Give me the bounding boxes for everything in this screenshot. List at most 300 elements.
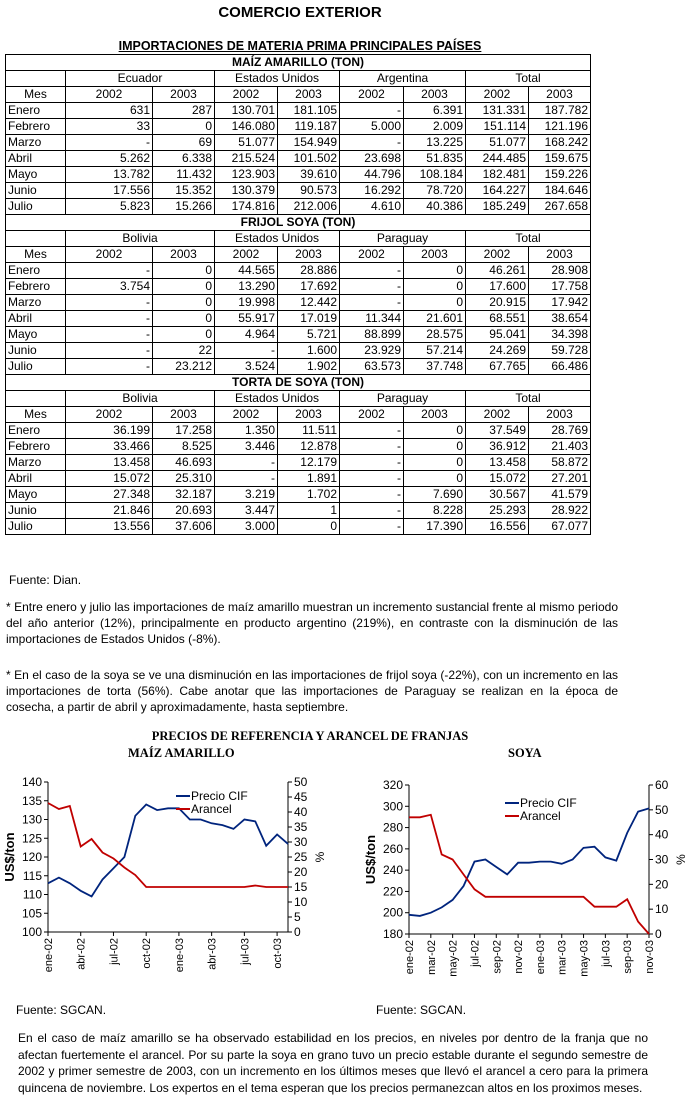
- value-cell: 32.187: [153, 487, 215, 503]
- y-tick-label: 125: [21, 831, 42, 846]
- value-cell: 20.693: [153, 503, 215, 519]
- value-cell: 27.348: [66, 487, 153, 503]
- value-cell: 15.072: [66, 471, 153, 487]
- y-axis-label: US$/ton: [363, 834, 378, 885]
- value-cell: 0: [404, 263, 466, 279]
- value-cell: 131.331: [466, 103, 529, 119]
- month-cell: Julio: [6, 199, 66, 215]
- value-cell: 90.573: [278, 183, 340, 199]
- x-tick-label: sep-02: [491, 940, 504, 974]
- month-cell: Abril: [6, 471, 66, 487]
- value-cell: 17.019: [278, 311, 340, 327]
- value-cell: 1: [278, 503, 340, 519]
- country-header: Bolivia: [66, 231, 215, 247]
- value-cell: 59.728: [529, 343, 591, 359]
- y-tick-label: 135: [21, 793, 42, 808]
- y2-tick-label: 10: [655, 902, 669, 917]
- year-header: 2002: [215, 247, 278, 263]
- table-row: [6, 311, 591, 327]
- legend-label: Arancel: [191, 802, 232, 816]
- y2-tick-label: 5: [294, 910, 301, 924]
- value-cell: -: [340, 519, 404, 535]
- y-axis-label: US$/ton: [2, 832, 17, 882]
- value-cell: 5.262: [66, 151, 153, 167]
- y2-tick-label: 20: [655, 877, 669, 892]
- value-cell: 21.601: [404, 311, 466, 327]
- y-tick-label: 100: [21, 925, 42, 939]
- section-header-row: [6, 375, 591, 391]
- country-header-row: [6, 231, 591, 247]
- value-cell: -: [66, 311, 153, 327]
- legend-label: Precio CIF: [520, 796, 577, 810]
- imports-table: [5, 54, 591, 535]
- value-cell: 22: [153, 343, 215, 359]
- x-tick-label: mar-02: [425, 940, 438, 975]
- series-line-precio-cif: [409, 808, 649, 916]
- year-header: 2002: [340, 247, 404, 263]
- x-tick-label: ene-02: [404, 940, 416, 975]
- table-row: [6, 519, 591, 535]
- value-cell: 13.290: [215, 279, 278, 295]
- value-cell: 44.796: [340, 167, 404, 183]
- y2-axis-label: %: [313, 851, 327, 863]
- value-cell: 68.551: [466, 311, 529, 327]
- y-tick-label: 120: [21, 850, 42, 864]
- note-maiz: * Entre enero y julio las importaciones de maíz amarillo muestran un incremento sustancial frente al mismo periodo del año anterior (12%), principalmente en producto argentino (219%), en contraste con la disminución de las importaciones de Estados Unidos (-8%).: [6, 600, 618, 646]
- value-cell: 33.466: [66, 439, 153, 455]
- month-cell: Junio: [6, 503, 66, 519]
- section-title: FRIJOL SOYA (TON): [6, 215, 591, 231]
- value-cell: -: [215, 455, 278, 471]
- value-cell: 159.675: [529, 151, 591, 167]
- value-cell: 121.196: [529, 119, 591, 135]
- value-cell: 185.249: [466, 199, 529, 215]
- month-cell: Marzo: [6, 135, 66, 151]
- year-header: 2003: [529, 407, 591, 423]
- value-cell: 164.227: [466, 183, 529, 199]
- value-cell: 0: [153, 311, 215, 327]
- value-cell: 0: [153, 295, 215, 311]
- value-cell: 215.524: [215, 151, 278, 167]
- value-cell: -: [66, 135, 153, 151]
- value-cell: 12.878: [278, 439, 340, 455]
- year-header: 2002: [66, 407, 153, 423]
- x-tick-label: abr-03: [206, 938, 219, 970]
- value-cell: 23.698: [340, 151, 404, 167]
- country-header: Argentina: [340, 71, 466, 87]
- table-row: [6, 167, 591, 183]
- value-cell: 7.690: [404, 487, 466, 503]
- year-header-row: [6, 247, 591, 263]
- value-cell: 17.942: [529, 295, 591, 311]
- y2-tick-label: 0: [294, 925, 301, 939]
- value-cell: 0: [404, 471, 466, 487]
- value-cell: 19.998: [215, 295, 278, 311]
- value-cell: 0: [153, 119, 215, 135]
- value-cell: 119.187: [278, 119, 340, 135]
- value-cell: 51.835: [404, 151, 466, 167]
- value-cell: -: [340, 263, 404, 279]
- y-tick-label: 200: [382, 905, 403, 920]
- value-cell: 23.929: [340, 343, 404, 359]
- year-header: 2003: [278, 247, 340, 263]
- month-cell: Marzo: [6, 455, 66, 471]
- value-cell: -: [340, 487, 404, 503]
- value-cell: 15.352: [153, 183, 215, 199]
- value-cell: 67.077: [529, 519, 591, 535]
- value-cell: 88.899: [340, 327, 404, 343]
- value-cell: -: [340, 455, 404, 471]
- value-cell: 1.600: [278, 343, 340, 359]
- value-cell: 2.009: [404, 119, 466, 135]
- x-tick-label: nov-03: [644, 940, 656, 974]
- year-header: 2003: [404, 87, 466, 103]
- value-cell: 0: [153, 327, 215, 343]
- x-tick-label: jul-03: [239, 938, 252, 965]
- value-cell: -: [66, 295, 153, 311]
- value-cell: 0: [404, 439, 466, 455]
- value-cell: 212.006: [278, 199, 340, 215]
- month-cell: Marzo: [6, 295, 66, 311]
- value-cell: 37.748: [404, 359, 466, 375]
- value-cell: 123.903: [215, 167, 278, 183]
- y2-tick-label: 50: [294, 775, 308, 789]
- value-cell: 1.902: [278, 359, 340, 375]
- value-cell: 41.579: [529, 487, 591, 503]
- prices-section-title: PRECIOS DE REFERENCIA Y ARANCEL DE FRANJAS: [151, 729, 469, 743]
- value-cell: 11.432: [153, 167, 215, 183]
- value-cell: 16.556: [466, 519, 529, 535]
- value-cell: -: [66, 359, 153, 375]
- table-row: [6, 439, 591, 455]
- value-cell: 130.379: [215, 183, 278, 199]
- y-tick-label: 300: [382, 799, 403, 814]
- value-cell: 6.391: [404, 103, 466, 119]
- y2-tick-label: 15: [294, 880, 308, 894]
- x-tick-label: nov-02: [513, 940, 526, 974]
- month-cell: Junio: [6, 343, 66, 359]
- value-cell: -: [340, 295, 404, 311]
- value-cell: -: [340, 279, 404, 295]
- y2-tick-label: 30: [294, 835, 308, 849]
- imports-source: Fuente: Dian.: [9, 573, 82, 587]
- value-cell: 181.105: [278, 103, 340, 119]
- table-row: [6, 135, 591, 151]
- y-tick-label: 320: [382, 778, 403, 792]
- value-cell: 21.403: [529, 439, 591, 455]
- value-cell: 1.350: [215, 423, 278, 439]
- value-cell: 55.917: [215, 311, 278, 327]
- value-cell: -: [340, 103, 404, 119]
- x-tick-label: oct-03: [272, 938, 285, 969]
- month-cell: Mayo: [6, 327, 66, 343]
- note-soya: * En el caso de la soya se ve una disminución en las importaciones de frijol soya (-22%), con un incremento en las importaciones de torta (56%). Cabe anotar que las importaciones de Paraguay se realizan en la época de cosecha, a partir de abril y aproximadamente, hasta septiembre.: [6, 668, 618, 714]
- value-cell: 151.114: [466, 119, 529, 135]
- month-cell: Junio: [6, 183, 66, 199]
- legend-label: Arancel: [520, 809, 561, 823]
- value-cell: 130.701: [215, 103, 278, 119]
- year-header: 2003: [153, 87, 215, 103]
- y-tick-label: 140: [21, 775, 42, 789]
- country-header: Estados Unidos: [215, 391, 340, 407]
- month-cell: Abril: [6, 151, 66, 167]
- year-header: 2002: [66, 247, 153, 263]
- month-cell: Julio: [6, 359, 66, 375]
- value-cell: 13.782: [66, 167, 153, 183]
- y2-tick-label: 40: [294, 805, 308, 819]
- value-cell: 51.077: [215, 135, 278, 151]
- y2-tick-label: 60: [655, 778, 669, 792]
- value-cell: 20.915: [466, 295, 529, 311]
- value-cell: 0: [404, 279, 466, 295]
- country-header: Total: [466, 391, 591, 407]
- value-cell: 37.549: [466, 423, 529, 439]
- value-cell: 17.600: [466, 279, 529, 295]
- value-cell: 0: [404, 455, 466, 471]
- value-cell: 4.610: [340, 199, 404, 215]
- soya-chart-source: Fuente: SGCAN.: [376, 1003, 467, 1017]
- value-cell: 8.525: [153, 439, 215, 455]
- x-tick-label: may-02: [447, 940, 460, 977]
- value-cell: 3.754: [66, 279, 153, 295]
- value-cell: 0: [404, 295, 466, 311]
- value-cell: 3.447: [215, 503, 278, 519]
- maiz-price-chart: [0, 770, 345, 1000]
- value-cell: 631: [66, 103, 153, 119]
- value-cell: 17.556: [66, 183, 153, 199]
- value-cell: 66.486: [529, 359, 591, 375]
- year-header: 2002: [466, 87, 529, 103]
- year-header: 2003: [153, 407, 215, 423]
- value-cell: 17.390: [404, 519, 466, 535]
- value-cell: 0: [278, 519, 340, 535]
- value-cell: 13.458: [466, 455, 529, 471]
- value-cell: 1.891: [278, 471, 340, 487]
- x-tick-label: mar-03: [556, 940, 569, 975]
- country-header: Total: [466, 71, 591, 87]
- year-header: 2002: [66, 87, 153, 103]
- x-tick-label: abr-02: [75, 938, 88, 970]
- country-header-row: [6, 391, 591, 407]
- series-line-arancel: [409, 815, 649, 934]
- value-cell: 78.720: [404, 183, 466, 199]
- value-cell: 159.226: [529, 167, 591, 183]
- value-cell: 27.201: [529, 471, 591, 487]
- value-cell: 36.912: [466, 439, 529, 455]
- table-row: [6, 295, 591, 311]
- value-cell: 37.606: [153, 519, 215, 535]
- closing-paragraph: En el caso de maíz amarillo se ha observado estabilidad en los precios, en niveles por dentro de la franja que no afectan fuertemente el arancel. Por su parte la soya en grano tuvo un precio estable durante el segundo semestre de 2002 y primer semestre de 2003, con un incremento en los últimos meses que llevó el arancel a cero para la primera quincena de noviembre. Los expertos en el tema esperan que los precios permanezcan altos en los proximos meses.: [18, 1031, 648, 1095]
- table-row: [6, 423, 591, 439]
- year-header: 2003: [404, 407, 466, 423]
- y2-tick-label: 35: [294, 820, 308, 834]
- value-cell: 17.258: [153, 423, 215, 439]
- value-cell: 11.511: [278, 423, 340, 439]
- value-cell: 28.922: [529, 503, 591, 519]
- month-cell: Febrero: [6, 119, 66, 135]
- section-header-row: [6, 215, 591, 231]
- value-cell: 69: [153, 135, 215, 151]
- table-row: [6, 263, 591, 279]
- year-header-row: [6, 407, 591, 423]
- year-header: 2002: [340, 87, 404, 103]
- value-cell: 38.654: [529, 311, 591, 327]
- value-cell: -: [66, 327, 153, 343]
- year-header: 2002: [466, 407, 529, 423]
- mes-header: Mes: [6, 87, 66, 103]
- country-header: Estados Unidos: [215, 71, 340, 87]
- value-cell: 6.338: [153, 151, 215, 167]
- x-tick-label: jul-02: [469, 940, 482, 967]
- value-cell: 244.485: [466, 151, 529, 167]
- value-cell: 174.816: [215, 199, 278, 215]
- value-cell: 30.567: [466, 487, 529, 503]
- soya-price-chart: [345, 770, 698, 1000]
- table-row: [6, 455, 591, 471]
- mes-header: Mes: [6, 247, 66, 263]
- x-tick-label: sep-03: [622, 940, 635, 974]
- value-cell: 15.266: [153, 199, 215, 215]
- table-row: [6, 151, 591, 167]
- value-cell: 146.080: [215, 119, 278, 135]
- value-cell: 12.179: [278, 455, 340, 471]
- value-cell: 24.269: [466, 343, 529, 359]
- document-title: COMERCIO EXTERIOR: [218, 4, 382, 21]
- value-cell: 11.344: [340, 311, 404, 327]
- country-header: Paraguay: [340, 231, 466, 247]
- value-cell: 0: [153, 279, 215, 295]
- y-tick-label: 130: [21, 812, 42, 827]
- value-cell: -: [340, 135, 404, 151]
- year-header: 2003: [153, 247, 215, 263]
- value-cell: 3.000: [215, 519, 278, 535]
- y-tick-label: 105: [21, 906, 42, 921]
- value-cell: 17.692: [278, 279, 340, 295]
- series-line-precio-cif: [48, 805, 288, 897]
- value-cell: 108.184: [404, 167, 466, 183]
- soya-chart-title: SOYA: [508, 746, 542, 760]
- year-header: 2003: [529, 247, 591, 263]
- y2-tick-label: 50: [655, 802, 669, 817]
- year-header: 2003: [278, 87, 340, 103]
- value-cell: -: [340, 471, 404, 487]
- value-cell: 28.575: [404, 327, 466, 343]
- value-cell: 21.846: [66, 503, 153, 519]
- imports-table-title: IMPORTACIONES DE MATERIA PRIMA PRINCIPALES PAÍSES: [118, 39, 482, 53]
- y2-tick-label: 40: [655, 827, 669, 842]
- maiz-chart-source: Fuente: SGCAN.: [16, 1003, 107, 1017]
- value-cell: 34.398: [529, 327, 591, 343]
- empty-cell: [6, 71, 66, 87]
- country-header: Ecuador: [66, 71, 215, 87]
- value-cell: 168.242: [529, 135, 591, 151]
- y-tick-label: 240: [382, 863, 403, 878]
- month-cell: Mayo: [6, 487, 66, 503]
- value-cell: 5.721: [278, 327, 340, 343]
- value-cell: 63.573: [340, 359, 404, 375]
- table-row: [6, 103, 591, 119]
- value-cell: 184.646: [529, 183, 591, 199]
- y2-tick-label: 20: [294, 865, 308, 879]
- empty-cell: [6, 391, 66, 407]
- value-cell: 5.000: [340, 119, 404, 135]
- value-cell: 57.214: [404, 343, 466, 359]
- value-cell: 67.765: [466, 359, 529, 375]
- y-tick-label: 115: [22, 868, 42, 883]
- x-tick-label: jul-03: [600, 940, 613, 967]
- value-cell: 5.823: [66, 199, 153, 215]
- x-tick-label: ene-03: [173, 938, 186, 973]
- month-cell: Abril: [6, 311, 66, 327]
- value-cell: 25.310: [153, 471, 215, 487]
- value-cell: 46.693: [153, 455, 215, 471]
- month-cell: Enero: [6, 263, 66, 279]
- value-cell: -: [215, 471, 278, 487]
- month-cell: Enero: [6, 423, 66, 439]
- y-tick-label: 260: [382, 841, 403, 856]
- country-header: Total: [466, 231, 591, 247]
- value-cell: 12.442: [278, 295, 340, 311]
- table-row: [6, 119, 591, 135]
- value-cell: 16.292: [340, 183, 404, 199]
- value-cell: 15.072: [466, 471, 529, 487]
- x-tick-label: may-03: [578, 940, 591, 977]
- value-cell: 36.199: [66, 423, 153, 439]
- value-cell: -: [340, 439, 404, 455]
- table-row: [6, 183, 591, 199]
- year-header: 2002: [215, 87, 278, 103]
- table-row: [6, 327, 591, 343]
- table-row: [6, 487, 591, 503]
- y2-axis-label: %: [674, 854, 688, 865]
- value-cell: 154.949: [278, 135, 340, 151]
- x-tick-label: ene-03: [534, 940, 547, 975]
- value-cell: 28.908: [529, 263, 591, 279]
- section-title: MAÍZ AMARILLO (TON): [6, 55, 591, 71]
- value-cell: -: [340, 503, 404, 519]
- value-cell: 58.872: [529, 455, 591, 471]
- value-cell: 0: [404, 423, 466, 439]
- y2-tick-label: 25: [294, 850, 308, 864]
- y-tick-label: 220: [382, 884, 403, 899]
- year-header: 2002: [340, 407, 404, 423]
- legend-label: Precio CIF: [191, 789, 248, 803]
- value-cell: 0: [153, 263, 215, 279]
- value-cell: 3.219: [215, 487, 278, 503]
- x-tick-label: oct-02: [141, 938, 154, 969]
- value-cell: 4.964: [215, 327, 278, 343]
- value-cell: 3.524: [215, 359, 278, 375]
- value-cell: 39.610: [278, 167, 340, 183]
- month-cell: Enero: [6, 103, 66, 119]
- value-cell: 101.502: [278, 151, 340, 167]
- value-cell: 287: [153, 103, 215, 119]
- month-cell: Febrero: [6, 439, 66, 455]
- x-tick-label: ene-02: [43, 938, 55, 973]
- value-cell: 23.212: [153, 359, 215, 375]
- y2-tick-label: 30: [655, 852, 669, 867]
- country-header: Estados Unidos: [215, 231, 340, 247]
- value-cell: 28.886: [278, 263, 340, 279]
- value-cell: 46.261: [466, 263, 529, 279]
- x-tick-label: jul-02: [108, 938, 121, 965]
- value-cell: 25.293: [466, 503, 529, 519]
- y2-tick-label: 45: [294, 790, 308, 804]
- value-cell: 51.077: [466, 135, 529, 151]
- value-cell: 33: [66, 119, 153, 135]
- table-row: [6, 199, 591, 215]
- table-row: [6, 503, 591, 519]
